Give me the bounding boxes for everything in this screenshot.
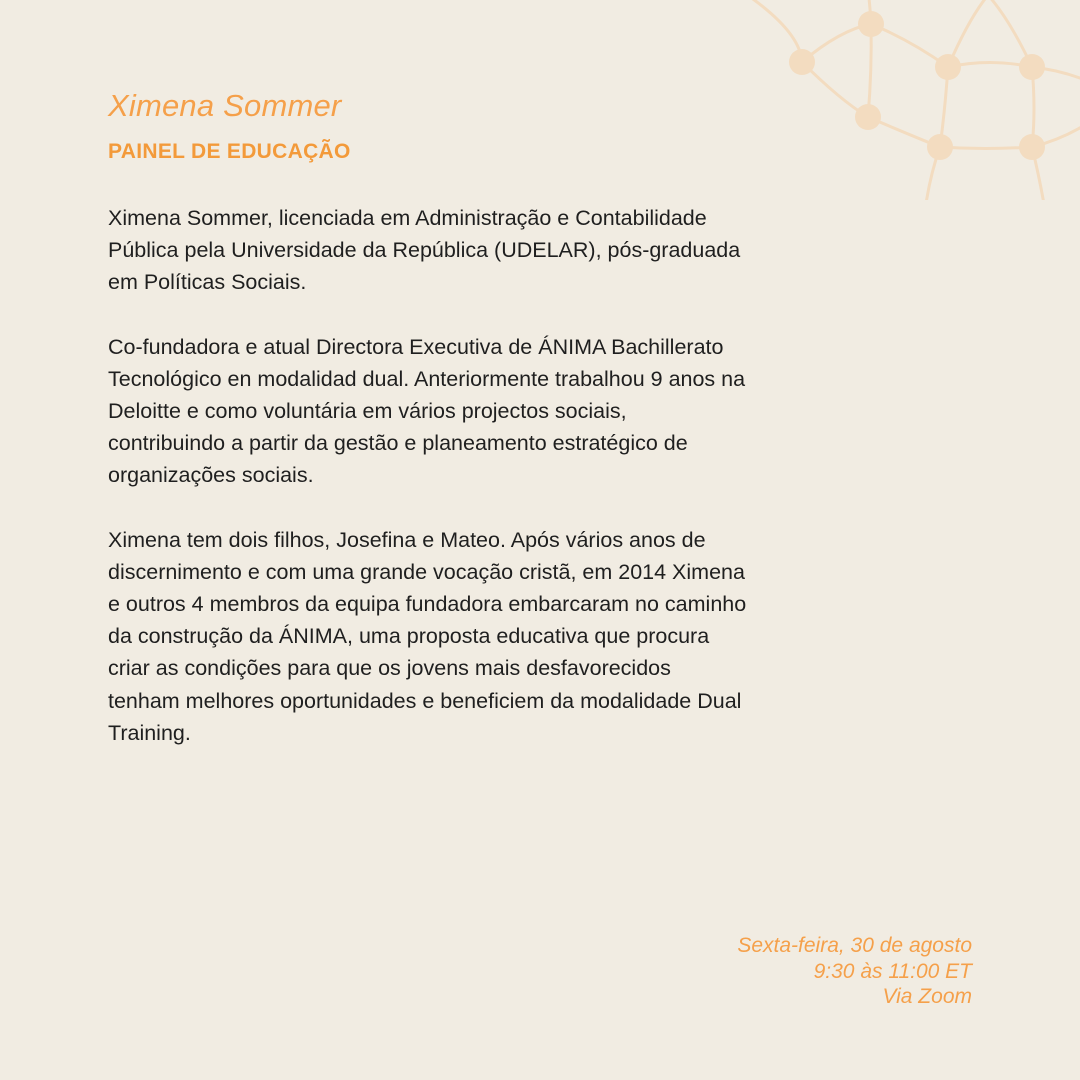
event-location: Via Zoom bbox=[882, 985, 972, 1008]
event-date: Sexta-feira, 30 de agosto bbox=[737, 934, 972, 957]
bio-paragraph: Ximena tem dois filhos, Josefina e Mateo. Após vários anos de discernimento e com uma grande vocação cristã, em 2014 Ximena e outros 4 membros da equipa fundadora embarcaram no caminho da construção da ÁNIMA, uma proposta educativa que procura criar as condições para que os jovens mais desfavorecidos tenham melhores oportunidades e beneficiem da modalidade Dual Training. bbox=[108, 527, 747, 745]
speaker-bio bbox=[108, 202, 748, 781]
speaker-name: Ximena Sommer bbox=[108, 88, 342, 123]
bio-paragraph: Co-fundadora e atual Directora Executiva de ÁNIMA Bachillerato Tecnológico en modalidad dual. Anteriormente trabalhou 9 anos na Deloitte e como voluntária em vários projectos sociais, contribuindo a partir da gestão e planeamento estratégico de organizações sociais. bbox=[108, 334, 746, 488]
event-details bbox=[737, 933, 972, 1010]
panel-title: PAINEL DE EDUCAÇÃO bbox=[108, 140, 351, 163]
network-nodes-icon bbox=[740, 0, 1080, 200]
event-time: 9:30 às 11:00 ET bbox=[813, 959, 972, 983]
bio-paragraph: Ximena Sommer, licenciada em Administração e Contabilidade Pública pela Universidade da República (UDELAR), pós-graduada em Políticas Sociais. bbox=[108, 206, 741, 295]
